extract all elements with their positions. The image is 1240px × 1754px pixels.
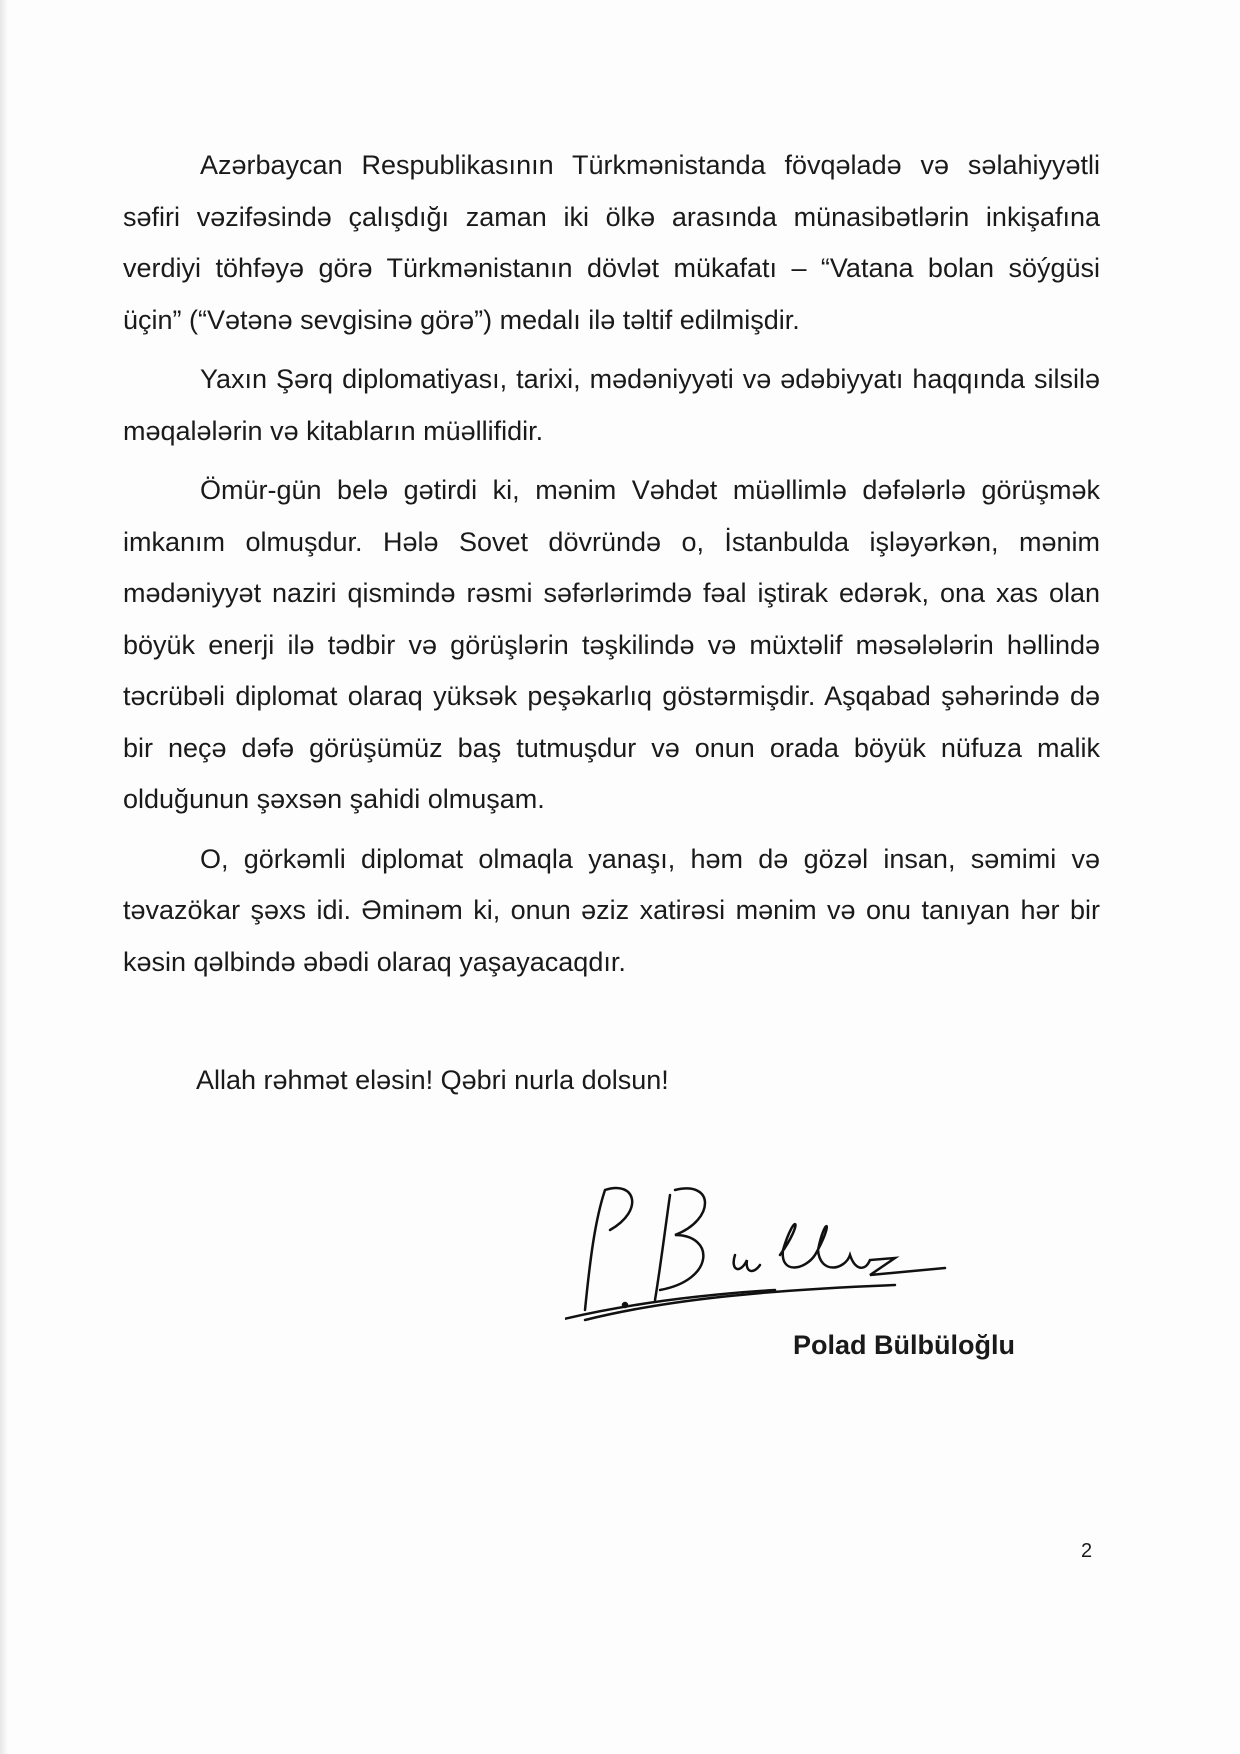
- paragraph: Ömür-gün belə gətirdi ki, mənim Vəhdət müəllimlə dəfələrlə görüşmək imkanım olmuşdur. Hələ Sovet dövründə o, İstanbulda işləyərkən, mənim mədəniyyət naziri qismində rəsmi səfərlərimdə fəal iştirak edərək, ona xas olan böyük enerji ilə tədbir və görüşlərin təşkilində və müxtəlif məsələlərin həllində təcrübəli diplomat olaraq yüksək peşəkarlıq göstərmişdir. Aşqabad şəhərində də bir neçə dəfə görüşümüz baş tutmuşdur və onun orada böyük nüfuza malik olduğunun şəxsən şahidi olmuşam.: [123, 475, 1100, 814]
- signatory-name: Polad Bülbüloğlu: [793, 1330, 1015, 1360]
- paragraph: Azərbaycan Respublikasının Türkmənistanda fövqəladə və səlahiyyətli səfiri vəzifəsində çalışdığı zaman iki ölkə arasında münasibətlərin inkişafına verdiyi töhfəyə görə Türkmənistanın dövlət mükafatı – “Vatana bolan söýgüsi üçin” (“Vətənə sevgisinə görə”) medalı ilə təltif edilmişdir.: [123, 150, 1100, 335]
- closing-line: Allah rəhmət eləsin! Qəbri nurla dolsun!: [196, 1065, 669, 1095]
- paragraph: Yaxın Şərq diplomatiyası, tarixi, mədəniyyəti və ədəbiyyatı haqqında silsilə məqalələrin və kitabların müəllifidir.: [123, 364, 1100, 446]
- scan-edge: [0, 0, 8, 1754]
- letter-body: [123, 140, 1100, 996]
- paragraph: O, görkəmli diplomat olmaqla yanaşı, həm də gözəl insan, səmimi və təvazökar şəxs idi. Əminəm ki, onun əziz xatirəsi mənim və onu tanıyan hər bir kəsin qəlbində əbədi olaraq yaşayacaqdır.: [123, 843, 1100, 977]
- page-number: 2: [1081, 1540, 1093, 1562]
- handwritten-signature: [565, 1180, 965, 1330]
